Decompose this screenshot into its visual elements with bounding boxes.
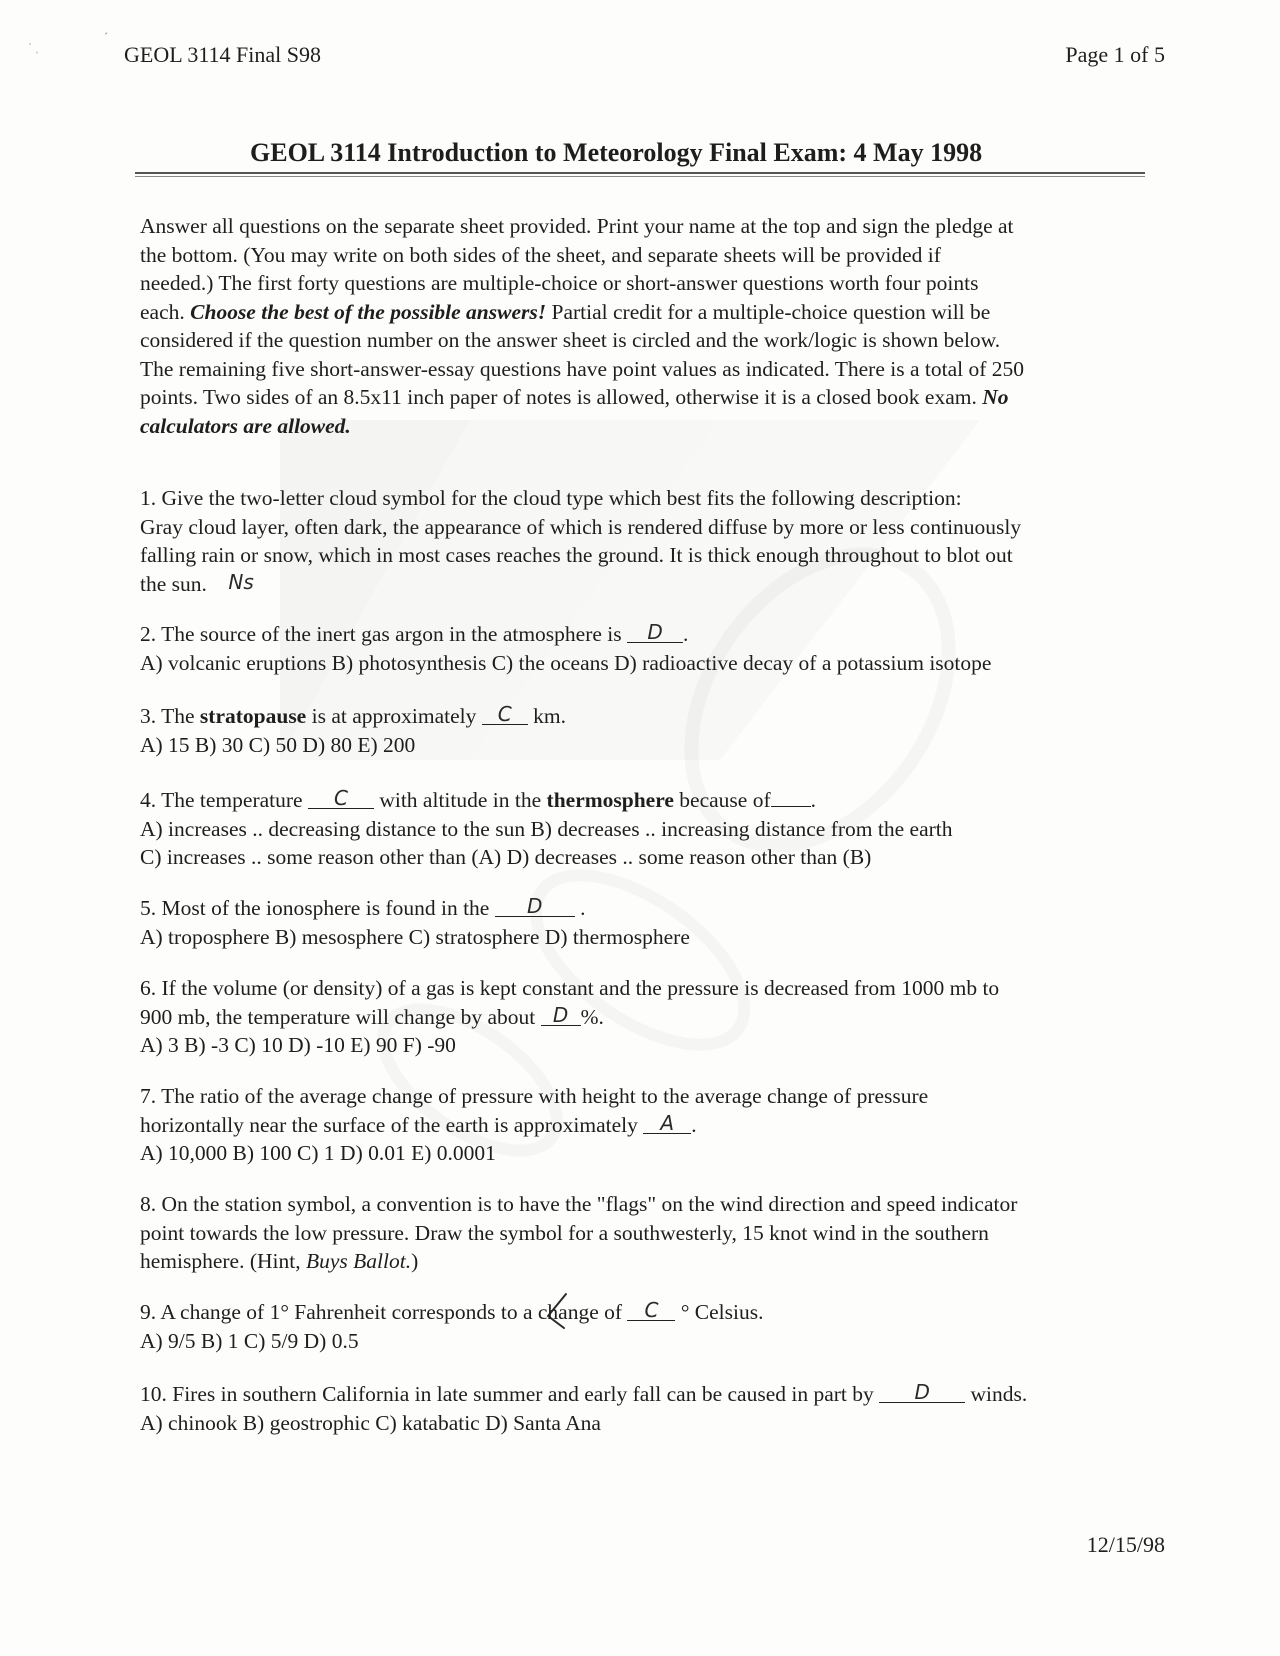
instructions-line: Answer all questions on the separate sheet provided. Print your name at the top and sign the pledge at	[140, 214, 1014, 238]
instructions-line: considered if the question number on the answer sheet is circled and the work/logic is shown below.	[140, 328, 1001, 352]
answer-options: A) troposphere B) mesosphere C) stratosphere D) thermosphere	[140, 924, 690, 949]
scan-speck: ˊ	[104, 30, 108, 44]
instructions-emphasis: No	[982, 385, 1009, 409]
question-text: is at approximately	[306, 704, 477, 728]
answer-options: A) chinook B) geostrophic C) katabatic D) Santa Ana	[140, 1410, 601, 1435]
question-10	[140, 1380, 1160, 1437]
question-text: 9. A change of 1° Fahrenheit corresponds to a change of	[140, 1300, 623, 1324]
question-8	[140, 1190, 1160, 1276]
answer-blank	[879, 1380, 965, 1403]
question-text: point towards the low pressure. Draw the symbol for a southwesterly, 15 knot wind in the southern	[140, 1220, 989, 1245]
question-stem	[140, 894, 1160, 923]
handwritten-answer: D	[552, 1002, 569, 1027]
question-stem	[140, 620, 1160, 649]
question-2	[140, 620, 1160, 677]
question-text: 1. Give the two-letter cloud symbol for the cloud type which best fits the following description:	[140, 486, 962, 510]
question-text: 900 mb, the temperature will change by about	[140, 1004, 536, 1029]
answer-blank	[495, 894, 575, 917]
handwritten-answer: Ns	[228, 569, 254, 594]
scan-speck: ˙ ˌ	[28, 40, 39, 54]
instructions-paragraph	[140, 212, 1150, 440]
instructions-line: The remaining five short-answer-essay questions have point values as indicated. There is a total of 250	[140, 356, 1024, 381]
question-text: km.	[533, 704, 567, 728]
question-text: .	[683, 622, 689, 646]
instructions-line	[140, 412, 1150, 441]
handwritten-answer: D	[647, 620, 663, 644]
footer-date: 12/15/98	[1086, 1532, 1165, 1557]
question-text: 7. The ratio of the average change of pressure with height to the average change of pressure	[140, 1084, 929, 1108]
question-stem	[140, 1003, 1160, 1032]
question-stem	[140, 1111, 1160, 1140]
question-6	[140, 974, 1160, 1060]
question-5	[140, 894, 1160, 951]
answer-blank	[627, 620, 683, 643]
instructions-emphasis: Choose the best of the possible answers!	[190, 299, 547, 324]
question-text: 8. On the station symbol, a convention is to have the "flags" on the wind direction and speed indicator	[140, 1192, 1018, 1216]
question-text: Gray cloud layer, often dark, the appearance of which is rendered diffuse by more or less continuously	[140, 514, 1022, 539]
handwritten-answer: A	[660, 1110, 675, 1135]
question-stem	[140, 702, 1160, 731]
answer-options: A) increases .. decreasing distance to the sun B) decreases .. increasing distance from the earth	[140, 816, 953, 841]
instructions-text: Partial credit for a multiple-choice question will be	[546, 299, 991, 324]
question-text: 3. The	[140, 704, 200, 728]
question-stem	[140, 784, 1160, 815]
question-1	[140, 484, 1160, 598]
question-text: 2. The source of the inert gas argon in the atmosphere is	[140, 622, 622, 646]
handwritten-answer: D	[914, 1380, 930, 1404]
header-course: GEOL 3114 Final S98	[124, 42, 321, 67]
question-text-line	[140, 570, 1160, 599]
instructions-line	[140, 383, 1150, 412]
question-7	[140, 1082, 1160, 1168]
question-keyword: thermosphere	[546, 788, 674, 812]
answer-blank	[308, 786, 374, 809]
question-text: %.	[580, 1004, 604, 1029]
question-text: horizontally near the surface of the earth is approximately	[140, 1112, 638, 1137]
question-9	[140, 1298, 1160, 1355]
answer-options: A) volcanic eruptions B) photosynthesis C) the oceans D) radioactive decay of a potassium isotope	[140, 650, 992, 675]
question-keyword: stratopause	[199, 704, 307, 728]
question-text: .	[810, 788, 816, 812]
question-stem	[140, 1247, 1160, 1276]
question-text: 5. Most of the ionosphere is found in the	[140, 896, 490, 920]
instructions-text: each.	[140, 299, 191, 324]
answer-options: A) 9/5 B) 1 C) 5/9 D) 0.5	[140, 1328, 359, 1353]
answer-options: A) 3 B) -3 C) 10 D) -10 E) 90 F) -90	[140, 1033, 456, 1057]
question-text: )	[411, 1249, 419, 1273]
question-text: 10. Fires in southern California in late summer and early fall can be caused in part by	[140, 1382, 874, 1406]
question-text: falling rain or snow, which in most cases reaches the ground. It is thick enough throughout to blot out	[140, 543, 1013, 567]
answer-blank	[482, 702, 528, 725]
exam-title: GEOL 3114 Introduction to Meteorology Final Exam: 4 May 1998	[250, 138, 983, 167]
answer-options: A) 10,000 B) 100 C) 1 D) 0.01 E) 0.0001	[140, 1141, 496, 1165]
question-text: 6. If the volume (or density) of a gas is kept constant and the pressure is decreased from 1000 mb to	[140, 976, 1000, 1000]
answer-blank	[771, 784, 811, 807]
question-stem	[140, 1298, 1160, 1327]
instructions-emphasis: calculators are allowed.	[140, 413, 351, 438]
title-rule	[135, 172, 1145, 174]
handwritten-answer: C	[497, 702, 512, 726]
question-italic: Buys Ballot.	[306, 1249, 412, 1273]
handwritten-answer: C	[333, 786, 348, 810]
question-text: because of	[673, 788, 771, 812]
answer-blank	[643, 1111, 691, 1134]
question-3	[140, 702, 1160, 759]
instructions-text: points. Two sides of an 8.5x11 inch paper of notes is allowed, otherwise it is a closed book exam.	[140, 385, 983, 409]
question-stem	[140, 1380, 1160, 1409]
question-text: .	[580, 896, 586, 920]
question-text: with altitude in the	[379, 788, 547, 812]
question-text: the sun.	[140, 571, 207, 596]
instructions-line	[140, 298, 1150, 327]
instructions-line: needed.) The first forty questions are multiple-choice or short-answer questions worth four points	[140, 271, 979, 295]
answer-blank	[541, 1003, 581, 1026]
answer-blank	[627, 1298, 675, 1321]
question-text: ° Celsius.	[680, 1300, 764, 1324]
title-rule-secondary	[135, 176, 1145, 177]
handwritten-answer: D	[527, 894, 543, 918]
handwritten-answer: C	[644, 1298, 659, 1322]
question-text: hemisphere. (Hint,	[140, 1249, 306, 1273]
header-page-number: Page 1 of 5	[1065, 42, 1165, 67]
answer-options: C) increases .. some reason other than (A) D) decreases .. some reason other than (B)	[140, 845, 872, 869]
question-text: 4. The temperature	[140, 788, 303, 812]
question-text: .	[691, 1112, 697, 1137]
answer-options: A) 15 B) 30 C) 50 D) 80 E) 200	[140, 732, 416, 757]
question-text: winds.	[970, 1382, 1028, 1406]
question-4	[140, 784, 1160, 872]
instructions-line: the bottom. (You may write on both sides of the sheet, and separate sheets will be provided if	[140, 242, 941, 267]
